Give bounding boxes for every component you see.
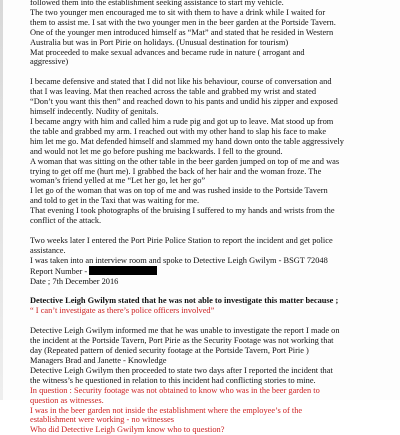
- text-line: woman’s friend yelled at me “Let her go, let her go”: [30, 176, 206, 186]
- paragraph-gap: [30, 316, 385, 326]
- text-line: I became angry with him and called him a rude pig and got up to leave. Mat stood up from: [30, 116, 334, 126]
- text-line: The two younger men encouraged me to sit with them to have a drink while I waited for: [30, 7, 326, 17]
- text-line: conflict of the attack.: [30, 216, 102, 226]
- paragraph-gap: [30, 67, 385, 77]
- report-number-line: [30, 266, 385, 277]
- text-line: the witness’s he questioned in relation to this incident had conflicting stories to mine.: [30, 375, 316, 385]
- text-line: aggressive): [30, 57, 69, 67]
- text-line: followed them into the establishment seeking assistance to start my vehicle.: [30, 0, 284, 7]
- question-line: establishment were working - no witnesses: [30, 415, 174, 425]
- text-line: the table and grabbed my arm. I reached out with my other hand to slap his face to make: [30, 126, 327, 136]
- date-line: Date ; 7th December 2016: [30, 276, 119, 286]
- text-line: Detective Leigh Gwilym stated that he was not able to investigate this matter because ;: [30, 296, 339, 306]
- question-line: question as witnesses.: [30, 395, 104, 405]
- question-line: In question : Security footage was not obtained to know who was in the beer garden to: [30, 385, 320, 395]
- text-line: him let me go. Mat defended himself and slammed my hand down onto the table aggressively: [30, 136, 344, 146]
- text-line: day (Repeated pattern of denied security footage at the Portside Tavern, Port Pirie ): [30, 346, 309, 356]
- text-line: Australia but was in Port Pirie on holidays. (Unusual destination for tourism): [30, 37, 289, 47]
- text-line: One of the younger men introduced himself as “Mat” and stated that he resided in Western: [30, 27, 334, 37]
- text-line: That evening I took photographs of the bruising I suffered to my hands and wrists from the: [30, 206, 335, 216]
- text-line: Mat proceeded to make sexual advances and became rude in nature ( arrogant and: [30, 47, 305, 57]
- text-line: trying to get off me (hurt me). I grabbed the back of her hair and the woman froze. The: [30, 166, 322, 176]
- text-line: A woman that was sitting on the other table in the beer garden jumped on top of me and was: [30, 156, 340, 166]
- paragraph-gap: [30, 286, 385, 296]
- text-line: I let go of the woman that was on top of me and was rushed inside to the Portside Tavern: [30, 186, 328, 196]
- text-line: that I was leaving. Mat then reached across the table and grabbed my wrist and stated: [30, 87, 317, 97]
- text-line: himself indecently. Nudity of genitals.: [30, 107, 159, 117]
- question-line: Who did Detective Leigh Gwilym know who to question?: [30, 425, 225, 435]
- text-line: “Don’t you want this then” and reached down to his pants and undid his zipper and exposed: [30, 97, 338, 107]
- question-line: I was in the beer garden not inside the establishment where the employee’s of the: [30, 405, 303, 415]
- quote-line: “ I can’t investigate as there’s police officers involved”: [30, 306, 215, 316]
- text-line: Detective Leigh Gwilym informed me that he was unable to investigate the report I made on: [30, 326, 340, 336]
- text-line: assistance.: [30, 245, 66, 255]
- text-line: them to assist me. I sat with the two younger men in the beer garden at the Portside Tavern.: [30, 17, 336, 27]
- text-line: and told to get in the Taxi that was waiting for me.: [30, 196, 200, 206]
- text-line: the incident at the Portside Tavern, Port Pirie as the Security Footage was not working that: [30, 336, 334, 346]
- paragraph-gap: [30, 226, 385, 236]
- text-line: and would not let me go before pushing me backwards. I fell to the ground.: [30, 146, 283, 156]
- text-line: Two weeks later I entered the Port Pirie Police Station to report the incident and get police: [30, 235, 333, 245]
- text-line: Detective Leigh Gwilym then proceeded to state two days after I reported the incident that: [30, 365, 333, 375]
- text-line: Managers Brad and Janette - Knowledge: [30, 356, 167, 365]
- redaction-box: [89, 266, 157, 275]
- report-number-label: Report Number -: [30, 266, 88, 276]
- statement-body: [30, 0, 385, 435]
- text-line: I was taken into an interview room and spoke to Detective Leigh Gwilym - BSGT 72048: [30, 255, 328, 265]
- text-line: I became defensive and stated that I did not like his behaviour, course of conversation and: [30, 77, 332, 87]
- page-edge-shadow: [0, 0, 3, 400]
